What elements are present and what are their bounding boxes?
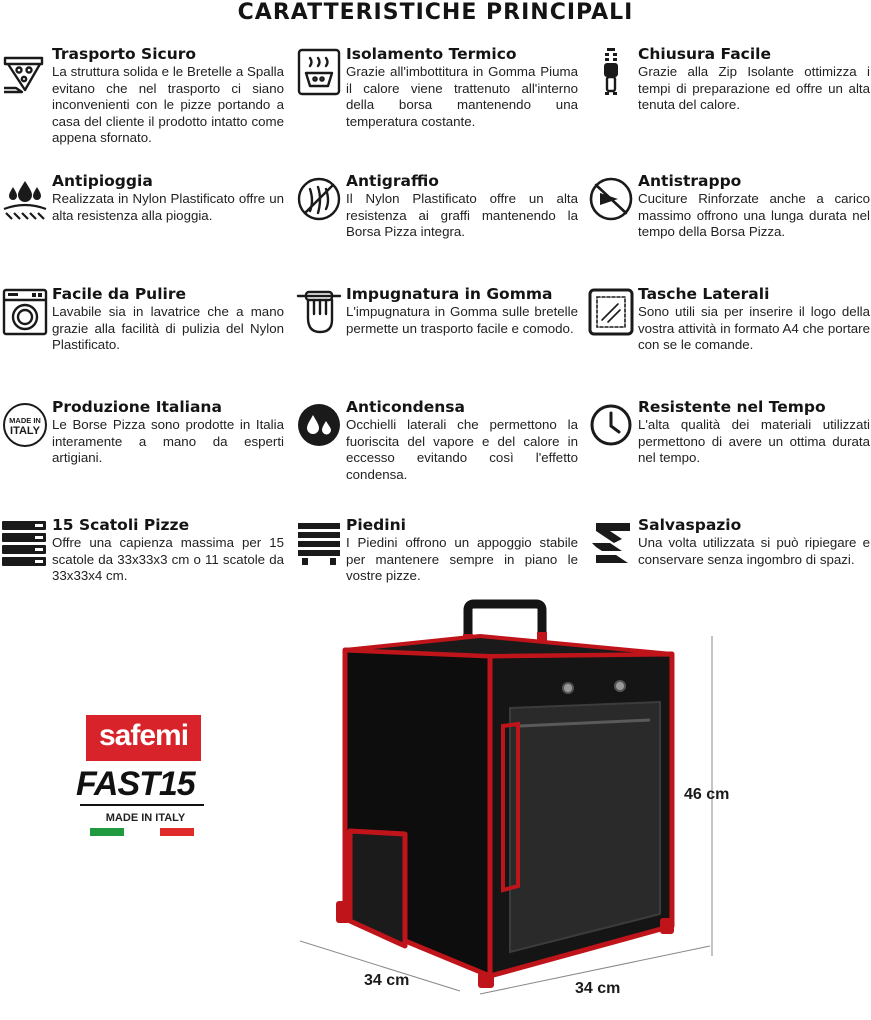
feature-antigraffio bbox=[296, 172, 586, 290]
feature-title: Piedini bbox=[346, 516, 406, 534]
feature-title: Resistente nel Tempo bbox=[638, 398, 826, 416]
feature-antipioggia bbox=[2, 172, 292, 290]
model-underline bbox=[80, 804, 204, 806]
feature-description: Grazie all'imbottitura in Gomma Piuma il calore viene trattenuto all'interno della borsa mantenendo una temperatura costante. bbox=[346, 64, 578, 129]
water-drops-icon bbox=[296, 401, 342, 449]
brand-logo-text: safemi bbox=[98, 719, 189, 752]
feature-antistrappo bbox=[588, 172, 871, 290]
feature-isolamento-termico bbox=[296, 45, 586, 163]
feature-description: La struttura solida e le Bretelle a Spalla evitano che nel trasporto ci siano inconvenienti con le pizze portando a casa del cliente il prodotto intatto come appena sfornato. bbox=[52, 64, 284, 145]
brand-logo bbox=[86, 715, 201, 761]
side-pocket-icon bbox=[588, 288, 634, 336]
feature-title: Antipioggia bbox=[52, 172, 153, 190]
feature-impugnatura bbox=[296, 285, 586, 403]
flag-red bbox=[160, 828, 194, 836]
feature-title: 15 Scatoli Pizze bbox=[52, 516, 190, 534]
zipper-icon bbox=[588, 48, 634, 96]
feature-chiusura-facile bbox=[588, 45, 871, 163]
feature-title: Produzione Italiana bbox=[52, 398, 222, 416]
feature-produzione-italiana bbox=[2, 398, 292, 516]
feature-description: Occhielli laterali che permettono la fuoriscita del vapore e del calore in eccesso evitando così l'effetto condensa. bbox=[346, 417, 578, 482]
made-in-italy-icon bbox=[2, 401, 48, 449]
feature-title: Salvaspazio bbox=[638, 516, 742, 534]
feature-tasche-laterali bbox=[588, 285, 871, 403]
made-in-label: MADE IN ITALY bbox=[105, 812, 186, 824]
feature-description: Sono utili sia per inserire il logo della vostra attività in formato A4 che portare con se le comande. bbox=[638, 304, 870, 352]
feature-resistente-nel-tempo bbox=[588, 398, 871, 516]
dimension-height: 46 cm bbox=[684, 786, 730, 803]
rain-drops-icon bbox=[2, 175, 48, 223]
feature-title: Trasporto Sicuro bbox=[52, 45, 197, 63]
clock-icon bbox=[588, 401, 634, 449]
feature-title: Tasche Laterali bbox=[638, 285, 770, 303]
italy-label: ITALY bbox=[10, 425, 40, 437]
hand-grip-icon bbox=[296, 288, 342, 336]
feature-title: Impugnatura in Gomma bbox=[346, 285, 553, 303]
scratch-icon bbox=[296, 175, 342, 223]
feature-description: I Piedini offrono un appoggio stabile per mantenere sempre in piano le vostre pizze. bbox=[346, 535, 578, 583]
feature-title: Chiusura Facile bbox=[638, 45, 771, 63]
feature-description: Grazie alla Zip Isolante ottimizza i tempi di preparazione ed offre un alta tenuta del calore. bbox=[638, 64, 870, 112]
feature-15-scatoli bbox=[2, 516, 292, 634]
feature-title: Anticondensa bbox=[346, 398, 465, 416]
feature-title: Facile da Pulire bbox=[52, 285, 186, 303]
feature-description: Lavabile sia in lavatrice che a mano grazie alla facilità di pulizia del Nylon Plastificato. bbox=[52, 304, 284, 352]
dimension-width: 34 cm bbox=[575, 980, 621, 997]
washing-machine-icon bbox=[2, 288, 48, 336]
feature-title: Antistrappo bbox=[638, 172, 742, 190]
feature-description: Offre una capienza massima per 15 scatole da 33x33x3 cm o 11 scatole da 33x33x4 cm. bbox=[52, 535, 284, 583]
flag-green bbox=[90, 828, 124, 836]
feature-description: L'impugnatura in Gomma sulle bretelle permette un trasporto facile e comodo. bbox=[346, 304, 578, 336]
pizza-slice-icon bbox=[2, 48, 48, 96]
feature-description: Il Nylon Plastificato offre un alta resistenza ai graffi mantenendo la Borsa Pizza integra. bbox=[346, 191, 578, 239]
feature-description: Le Borse Pizza sono prodotte in Italia interamente a mano da esperti artigiani. bbox=[52, 417, 284, 465]
pizza-bag-image bbox=[300, 596, 750, 1012]
feature-title: Isolamento Termico bbox=[346, 45, 517, 63]
feature-description: L'alta qualità dei materiali utilizzati permettono di avere un ottima durata nel tempo. bbox=[638, 417, 870, 465]
stacked-boxes-icon bbox=[2, 519, 48, 567]
feature-description: Realizzata in Nylon Plastificato offre un alta resistenza alla pioggia. bbox=[52, 191, 284, 223]
page-title: CARATTERISTICHE PRINCIPALI bbox=[237, 0, 634, 25]
oven-icon bbox=[296, 48, 342, 96]
feature-anticondensa bbox=[296, 398, 586, 516]
no-tear-icon bbox=[588, 175, 634, 223]
model-name: FAST15 bbox=[76, 765, 195, 803]
feature-trasporto-sicuro bbox=[2, 45, 292, 163]
fold-icon bbox=[588, 519, 634, 567]
feature-description: Cuciture Rinforzate anche a carico massimo offrono una lunga durata nel tempo della Borsa Pizza. bbox=[638, 191, 870, 239]
feature-title: Antigraffio bbox=[346, 172, 439, 190]
feet-icon bbox=[296, 519, 342, 567]
dimension-depth: 34 cm bbox=[364, 972, 410, 989]
feature-description: Una volta utilizzata si può ripiegare e conservare senza ingombro di spazi. bbox=[638, 535, 870, 567]
feature-facile-da-pulire bbox=[2, 285, 292, 403]
made-in-label: MADE IN bbox=[9, 416, 41, 425]
